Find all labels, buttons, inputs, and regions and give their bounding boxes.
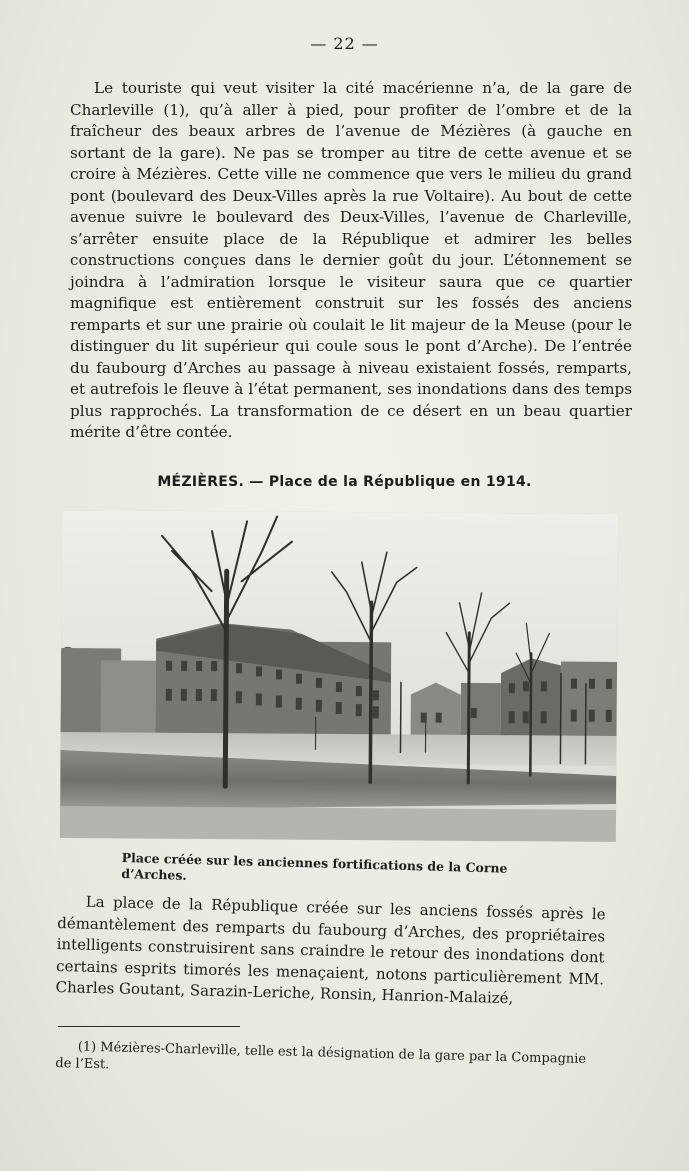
footnote-divider [58, 1026, 240, 1027]
body-paragraph-1: Le touriste qui veut visiter la cité macérienne n’a, de la gare de Charleville (1), qu’à aller à pied, pour profiter de l’ombre et de la fraîcheur des beaux arbres de l’avenue de Mézières (à gauche en sortant de la gare). Ne pas se tromper au titre de cette avenue et se croire à Mézières. Cette ville ne commence que vers le milieu du grand pont (boulevard des Deux-Villes après la rue Voltaire). Au bout de cette avenue suivre le boulevard des Deux-Villes, l’avenue de Charleville, s’arrêter ensuite place de la République et admirer les belles constructions conçues dans le dernier goût du jour. L’étonnement se joindra à l’admiration lorsque le visiteur saura que ce quartier magnifique est entièrement construit sur les fossés des anciens remparts et sur une prairie où coulait le lit majeur de la Meuse (pour le distinguer du lit supérieur qui coule sous le pont d’Arche). De l’entrée du faubourg d’Arches au passage à niveau existaient fossés, remparts, et autrefois le fleuve à l’état permanent, ses inondations dans des temps plus rapprochés. La transformation de ce désert en un beau quartier mérite d’être contée. [70, 79, 632, 441]
page-number: — 22 — [310, 34, 379, 53]
photo-title: MÉZIÈRES. — Place de la République en 1914. [157, 474, 532, 490]
photo-caption: Place créée sur les anciennes fortifications de la Corne d’Arches. [121, 850, 508, 883]
historic-photograph [60, 510, 618, 842]
footnote: (1) Mézières-Charleville, telle est la désignation de la gare par la Compagnie de l’Est. [55, 1039, 587, 1073]
body-paragraph-2: La place de la République créée sur les anciens fossés après le démantèlement des remparts du faubourg d’Arches, des propriétaires intelligents construisirent sans craindre le retour des inondations dont certains esprits timorés les menaçaient, notons particulièrement MM. Charles Goutant, Sarazin-Leriche, Ronsin, Hanrion-Malaizé, [55, 892, 606, 1008]
